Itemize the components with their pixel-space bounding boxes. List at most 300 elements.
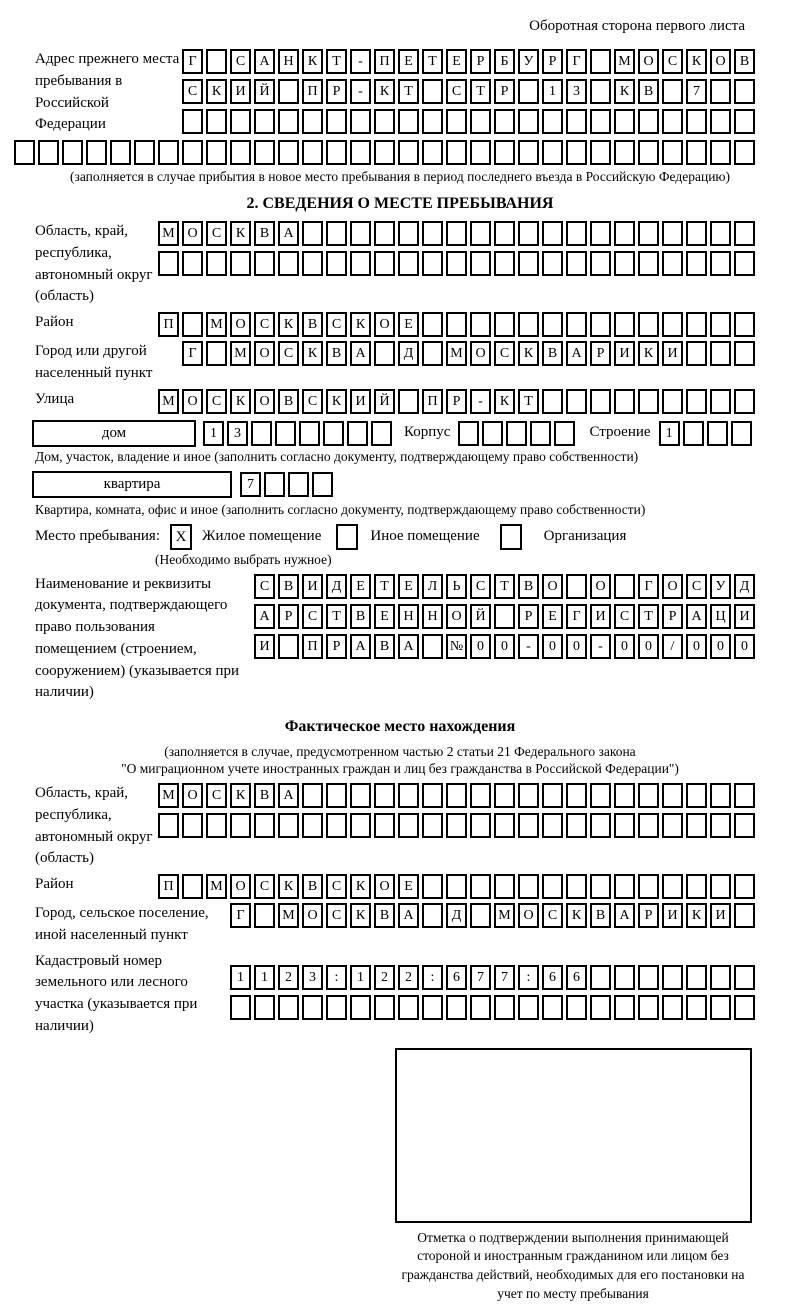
char-cell: К — [686, 903, 707, 928]
char-cell: С — [302, 604, 323, 629]
char-cell: О — [470, 341, 491, 366]
char-cell: Ь — [446, 574, 467, 599]
char-cell — [230, 813, 251, 838]
char-cell: К — [518, 341, 539, 366]
char-cell: М — [446, 341, 467, 366]
char-cell: - — [518, 634, 539, 659]
char-cell — [422, 79, 443, 104]
document-block — [35, 574, 800, 705]
char-cell — [470, 221, 491, 246]
char-cell — [566, 874, 587, 899]
char-cell — [278, 251, 299, 276]
char-cell — [299, 421, 320, 446]
char-cell — [422, 874, 443, 899]
cell-row — [254, 634, 755, 659]
char-cell — [542, 813, 563, 838]
cell-row — [230, 965, 755, 990]
prev-address-cells — [182, 49, 755, 134]
char-cell — [494, 221, 515, 246]
char-cell — [734, 341, 755, 366]
char-cell: У — [518, 49, 539, 74]
char-cell: Е — [398, 574, 419, 599]
char-cell — [590, 783, 611, 808]
cadastral-block — [35, 951, 800, 1038]
char-cell — [614, 312, 635, 337]
char-cell — [326, 251, 347, 276]
char-cell — [590, 389, 611, 414]
char-cell: К — [230, 389, 251, 414]
char-cell: А — [278, 783, 299, 808]
char-cell: № — [446, 634, 467, 659]
checkbox-organization — [500, 524, 522, 550]
char-cell: К — [374, 79, 395, 104]
char-cell: : — [422, 965, 443, 990]
char-cell: О — [446, 604, 467, 629]
char-cell: О — [542, 574, 563, 599]
char-cell — [422, 109, 443, 134]
char-cell: К — [278, 312, 299, 337]
prev-address-note: (заполняется в случае прибытия в новое место пребывания в период последнего въезда в Российскую Федерацию) — [20, 169, 780, 185]
char-cell — [398, 109, 419, 134]
char-cell — [326, 783, 347, 808]
char-cell — [398, 389, 419, 414]
char-cell — [230, 995, 251, 1020]
char-cell — [398, 140, 419, 165]
char-cell — [182, 813, 203, 838]
char-cell — [734, 813, 755, 838]
char-cell — [614, 221, 635, 246]
char-cell: И — [302, 574, 323, 599]
char-cell — [446, 109, 467, 134]
char-cell: О — [374, 312, 395, 337]
char-cell: О — [230, 312, 251, 337]
char-cell — [542, 874, 563, 899]
char-cell — [230, 140, 251, 165]
char-cell: А — [566, 341, 587, 366]
cell-row — [158, 874, 755, 899]
char-cell — [614, 813, 635, 838]
char-cell: Н — [422, 604, 443, 629]
char-cell — [734, 79, 755, 104]
char-cell — [206, 813, 227, 838]
char-cell — [230, 251, 251, 276]
char-cell: М — [278, 903, 299, 928]
char-cell: А — [614, 903, 635, 928]
char-cell — [398, 995, 419, 1020]
char-cell — [542, 109, 563, 134]
house-note: Дом, участок, владение и иное (заполнить согласно документу, подтверждающему право собственности) — [35, 449, 800, 465]
char-cell: А — [686, 604, 707, 629]
char-cell: - — [470, 389, 491, 414]
char-cell: Д — [326, 574, 347, 599]
char-cell: С — [446, 79, 467, 104]
cadastral-cells — [230, 965, 755, 1020]
char-cell: Д — [734, 574, 755, 599]
char-cell: Т — [374, 574, 395, 599]
char-cell: Р — [590, 341, 611, 366]
char-cell: К — [302, 49, 323, 74]
char-cell — [446, 251, 467, 276]
char-cell: С — [614, 604, 635, 629]
char-cell — [323, 421, 344, 446]
char-cell — [614, 251, 635, 276]
char-cell — [710, 79, 731, 104]
char-cell: Р — [638, 903, 659, 928]
char-cell — [458, 421, 479, 446]
char-cell: К — [278, 874, 299, 899]
char-cell: С — [542, 903, 563, 928]
char-cell — [686, 140, 707, 165]
char-cell: О — [302, 903, 323, 928]
char-cell — [710, 109, 731, 134]
char-cell — [734, 251, 755, 276]
char-cell — [686, 995, 707, 1020]
char-cell: А — [350, 341, 371, 366]
char-cell — [446, 221, 467, 246]
char-cell: В — [326, 341, 347, 366]
char-cell: / — [662, 634, 683, 659]
prev-address-block — [35, 49, 800, 136]
region-cells — [158, 221, 755, 276]
actual-region-label: Область, край, республика, автономный округ (область) — [35, 783, 158, 870]
house-box: дом — [32, 420, 196, 447]
char-cell — [398, 221, 419, 246]
char-cell — [302, 783, 323, 808]
stay-type-row — [35, 524, 800, 550]
option-other-premises-label: Иное помещение — [370, 526, 479, 548]
char-cell — [422, 813, 443, 838]
char-cell — [590, 813, 611, 838]
char-cell — [614, 783, 635, 808]
char-cell — [542, 140, 563, 165]
char-cell: К — [350, 903, 371, 928]
char-cell — [494, 109, 515, 134]
confirmation-stamp-box — [395, 1048, 752, 1223]
option-residential-label: Жилое помещение — [202, 526, 321, 548]
char-cell — [470, 312, 491, 337]
char-cell — [638, 109, 659, 134]
char-cell: М — [158, 783, 179, 808]
char-cell — [662, 995, 683, 1020]
char-cell: Н — [278, 49, 299, 74]
char-cell: П — [302, 634, 323, 659]
char-cell — [206, 49, 227, 74]
document-cells — [254, 574, 755, 659]
char-cell: О — [590, 574, 611, 599]
char-cell — [542, 389, 563, 414]
char-cell — [638, 995, 659, 1020]
char-cell: В — [254, 783, 275, 808]
char-cell: 7 — [494, 965, 515, 990]
char-cell: С — [686, 574, 707, 599]
char-cell — [446, 140, 467, 165]
char-cell: П — [374, 49, 395, 74]
char-cell: М — [158, 389, 179, 414]
char-cell: Т — [326, 604, 347, 629]
region-block — [35, 221, 800, 308]
char-cell — [614, 995, 635, 1020]
char-cell — [182, 312, 203, 337]
char-cell: Й — [470, 604, 491, 629]
char-cell: С — [206, 221, 227, 246]
char-cell: Г — [230, 903, 251, 928]
char-cell — [638, 251, 659, 276]
char-cell: П — [158, 312, 179, 337]
char-cell — [638, 965, 659, 990]
char-cell: В — [302, 874, 323, 899]
char-cell: К — [350, 874, 371, 899]
char-cell — [710, 783, 731, 808]
char-cell: Т — [494, 574, 515, 599]
char-cell: 1 — [350, 965, 371, 990]
char-cell — [686, 389, 707, 414]
char-cell: И — [662, 341, 683, 366]
char-cell: 6 — [542, 965, 563, 990]
char-cell — [686, 783, 707, 808]
char-cell — [398, 251, 419, 276]
char-cell: О — [182, 389, 203, 414]
corner-note: Оборотная сторона первого листа — [0, 18, 745, 35]
cell-row — [240, 472, 333, 497]
char-cell — [350, 140, 371, 165]
char-cell — [590, 79, 611, 104]
char-cell: С — [206, 389, 227, 414]
char-cell — [530, 421, 551, 446]
char-cell — [302, 140, 323, 165]
char-cell: 0 — [710, 634, 731, 659]
char-cell: Б — [494, 49, 515, 74]
char-cell: Е — [542, 604, 563, 629]
char-cell: 3 — [302, 965, 323, 990]
char-cell — [662, 813, 683, 838]
char-cell: Т — [638, 604, 659, 629]
char-cell — [734, 965, 755, 990]
char-cell — [662, 109, 683, 134]
char-cell — [275, 421, 296, 446]
char-cell — [206, 109, 227, 134]
char-cell — [422, 783, 443, 808]
char-cell — [566, 312, 587, 337]
char-cell — [710, 221, 731, 246]
char-cell — [566, 995, 587, 1020]
char-cell — [614, 874, 635, 899]
city-label: Город или другой населенный пункт — [35, 341, 177, 385]
char-cell — [206, 140, 227, 165]
char-cell — [710, 140, 731, 165]
char-cell — [278, 634, 299, 659]
char-cell: Г — [182, 341, 203, 366]
cell-row — [182, 49, 755, 74]
char-cell — [710, 995, 731, 1020]
char-cell: 1 — [659, 421, 680, 446]
cell-row — [158, 783, 755, 808]
char-cell — [566, 389, 587, 414]
char-cell: О — [518, 903, 539, 928]
char-cell — [350, 813, 371, 838]
char-cell — [264, 472, 285, 497]
char-cell: 6 — [566, 965, 587, 990]
char-cell: У — [710, 574, 731, 599]
char-cell — [62, 140, 83, 165]
char-cell: А — [254, 604, 275, 629]
cadastral-label: Кадастровый номер земельного или лесного участка (указывается при наличии) — [35, 951, 205, 1038]
char-cell: С — [326, 903, 347, 928]
char-cell — [470, 783, 491, 808]
char-cell: В — [374, 634, 395, 659]
char-cell — [446, 995, 467, 1020]
char-cell — [686, 312, 707, 337]
char-cell — [686, 109, 707, 134]
char-cell: Н — [398, 604, 419, 629]
char-cell: В — [590, 903, 611, 928]
actual-city-block — [35, 903, 800, 947]
char-cell — [518, 813, 539, 838]
char-cell — [254, 109, 275, 134]
char-cell — [494, 874, 515, 899]
char-cell: Р — [662, 604, 683, 629]
cell-row — [182, 79, 755, 104]
char-cell: Р — [446, 389, 467, 414]
char-cell: 0 — [638, 634, 659, 659]
char-cell: Г — [566, 49, 587, 74]
char-cell — [158, 140, 179, 165]
char-cell: О — [182, 221, 203, 246]
char-cell — [278, 995, 299, 1020]
char-cell — [206, 341, 227, 366]
char-cell: К — [494, 389, 515, 414]
char-cell — [710, 389, 731, 414]
char-cell: О — [182, 783, 203, 808]
char-cell — [422, 995, 443, 1020]
char-cell — [470, 140, 491, 165]
char-cell: - — [590, 634, 611, 659]
actual-region-cells — [158, 783, 755, 838]
char-cell — [347, 421, 368, 446]
char-cell — [590, 251, 611, 276]
char-cell — [158, 251, 179, 276]
char-cell: 7 — [686, 79, 707, 104]
char-cell — [518, 251, 539, 276]
char-cell — [518, 79, 539, 104]
char-cell — [518, 140, 539, 165]
char-cell — [710, 312, 731, 337]
char-cell — [470, 903, 491, 928]
actual-location-note-1: (заполняется в случае, предусмотренном частью 2 статьи 21 Федерального закона — [20, 744, 780, 760]
char-cell — [638, 783, 659, 808]
char-cell — [374, 109, 395, 134]
cell-row — [182, 341, 755, 366]
char-cell: О — [374, 874, 395, 899]
cell-row — [158, 389, 755, 414]
char-cell — [182, 140, 203, 165]
char-cell: О — [638, 49, 659, 74]
char-cell — [350, 251, 371, 276]
char-cell — [686, 251, 707, 276]
char-cell — [326, 140, 347, 165]
char-cell — [470, 109, 491, 134]
cell-row — [230, 995, 755, 1020]
char-cell — [566, 783, 587, 808]
char-cell — [734, 221, 755, 246]
char-cell — [302, 109, 323, 134]
char-cell — [638, 221, 659, 246]
char-cell: 2 — [398, 965, 419, 990]
char-cell: 0 — [494, 634, 515, 659]
char-cell: А — [398, 903, 419, 928]
char-cell: П — [158, 874, 179, 899]
char-cell: В — [302, 312, 323, 337]
cell-row — [254, 604, 755, 629]
char-cell — [470, 874, 491, 899]
char-cell: С — [206, 783, 227, 808]
char-cell: С — [254, 574, 275, 599]
char-cell: К — [686, 49, 707, 74]
char-cell: М — [158, 221, 179, 246]
char-cell — [446, 312, 467, 337]
char-cell — [590, 109, 611, 134]
actual-location-title: Фактическое место нахождения — [0, 718, 800, 736]
char-cell — [278, 79, 299, 104]
char-cell — [566, 221, 587, 246]
char-cell: О — [254, 341, 275, 366]
char-cell: К — [230, 221, 251, 246]
char-cell — [302, 221, 323, 246]
char-cell — [482, 421, 503, 446]
char-cell — [638, 389, 659, 414]
char-cell — [614, 140, 635, 165]
char-cell: Р — [326, 634, 347, 659]
char-cell: В — [518, 574, 539, 599]
char-cell — [731, 421, 752, 446]
char-cell — [710, 965, 731, 990]
char-cell: К — [350, 312, 371, 337]
char-cell — [542, 995, 563, 1020]
char-cell — [326, 109, 347, 134]
char-cell — [662, 140, 683, 165]
char-cell — [422, 634, 443, 659]
char-cell — [494, 251, 515, 276]
char-cell: : — [326, 965, 347, 990]
prev-address-label: Адрес прежнего места пребывания в Российской Федерации — [35, 49, 180, 136]
char-cell: Р — [518, 604, 539, 629]
apartment-row — [32, 471, 800, 498]
char-cell — [734, 783, 755, 808]
house-row — [32, 420, 800, 447]
char-cell — [278, 813, 299, 838]
char-cell — [134, 140, 155, 165]
char-cell: С — [470, 574, 491, 599]
char-cell: А — [278, 221, 299, 246]
apartment-note: Квартира, комната, офис и иное (заполнить согласно документу, подтверждающему право собственности) — [35, 502, 800, 518]
char-cell — [350, 221, 371, 246]
cell-row — [158, 221, 755, 246]
char-cell: С — [254, 312, 275, 337]
char-cell — [734, 389, 755, 414]
char-cell — [254, 813, 275, 838]
char-cell — [566, 251, 587, 276]
cell-row — [659, 421, 752, 446]
char-cell — [302, 995, 323, 1020]
char-cell: В — [350, 604, 371, 629]
char-cell — [590, 995, 611, 1020]
char-cell — [494, 604, 515, 629]
char-cell: В — [374, 903, 395, 928]
city-block — [35, 341, 800, 385]
char-cell: В — [254, 221, 275, 246]
cell-row — [158, 251, 755, 276]
actual-district-block — [35, 874, 800, 899]
char-cell — [506, 421, 527, 446]
